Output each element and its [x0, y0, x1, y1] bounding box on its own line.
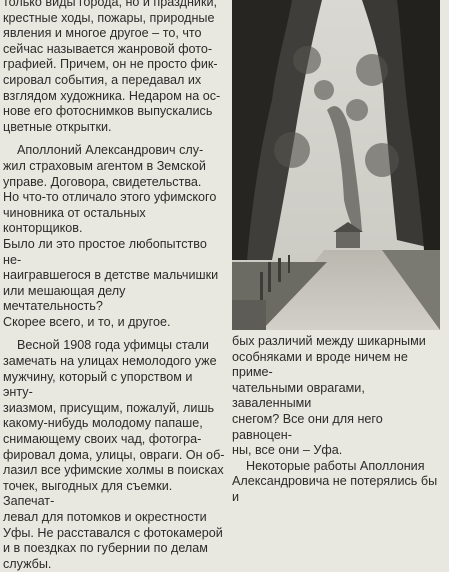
- text-line: или мешающая делу мечтательность?: [3, 283, 126, 314]
- text-line: управе. Договора, свидетельства.: [3, 174, 202, 189]
- text-line: взглядом художника. Недаром на ос-: [3, 88, 221, 103]
- text-line: мужчину, который с упорством и энту-: [3, 369, 193, 400]
- text-line: ны, все они – Уфа.: [232, 443, 343, 458]
- text-line: Аполлоний Александрович слу-: [17, 143, 204, 158]
- text-line: службы.: [3, 556, 52, 571]
- text-line: особняками и вроде ничем не приме-: [232, 349, 408, 380]
- paragraph-mansions-ravines: [232, 334, 444, 459]
- text-line: Весной 1908 года уфимцы стали: [17, 338, 209, 353]
- street-photo-image: [232, 0, 440, 330]
- text-line: бых различий между шикарными: [232, 334, 426, 348]
- text-line: графией. Причем, он не просто фик-: [3, 57, 218, 72]
- left-text-column: [3, 0, 225, 572]
- text-line: Но что-то отличало этого уфимского: [3, 190, 217, 205]
- text-line: явления и многое другое – то, что: [3, 26, 202, 41]
- text-line: наигравшегося в детстве мальчишки: [3, 268, 219, 283]
- text-line: жил страховым агентом в Земской: [3, 158, 206, 173]
- text-line: Некоторые работы Аполлония: [246, 458, 425, 473]
- text-line: сировал события, а передавал их: [3, 72, 202, 87]
- historical-street-photo: [232, 0, 440, 330]
- text-line: зиазмом, присущим, пожалуй, лишь: [3, 400, 215, 415]
- text-line: и в поездках по губернии по делам: [3, 541, 208, 556]
- text-line: Александровича не потерялись бы и: [232, 474, 438, 504]
- text-line: цветные открытки.: [3, 119, 112, 134]
- paragraph-insurance-agent: [3, 143, 225, 330]
- text-line: Уфы. Не расставался с фотокамерой: [3, 525, 223, 540]
- text-line: крестные ходы, пожары, природные: [3, 10, 215, 25]
- text-line: левал для потомков и окрестности: [3, 510, 207, 524]
- text-line: фировал дома, улицы, овраги. Он об-: [3, 447, 225, 462]
- paragraph-works-not-lost: [232, 459, 444, 506]
- text-line: чательными оврагами, заваленными: [232, 380, 365, 411]
- text-line: Было ли это простое любопытство не-: [3, 236, 207, 267]
- text-line: замечать на улицах немолодого уже: [3, 354, 217, 369]
- paragraph-spring-1908: [3, 338, 225, 572]
- text-line: точек, выгодных для съемки. Запечат-: [3, 478, 173, 509]
- text-line: чиновника от остальных конторщиков.: [3, 205, 146, 236]
- text-line: снегом? Все они для него равноцен-: [232, 411, 383, 442]
- text-line: сейчас называется жанровой фото-: [3, 41, 213, 56]
- text-line: какому-нибудь молодому папаше,: [3, 416, 203, 431]
- text-line: нове его фотоснимков выпускались: [3, 104, 213, 119]
- text-line: снимающему своих чад, фотогра-: [3, 432, 202, 447]
- text-line: Скорее всего, и то, и другое.: [3, 314, 171, 329]
- text-line: только виды города, но и праздники,: [3, 0, 218, 9]
- text-line: лазил все уфимские холмы в поисках: [3, 463, 224, 478]
- right-text-column: [232, 334, 444, 506]
- paragraph-city-views: [3, 0, 225, 135]
